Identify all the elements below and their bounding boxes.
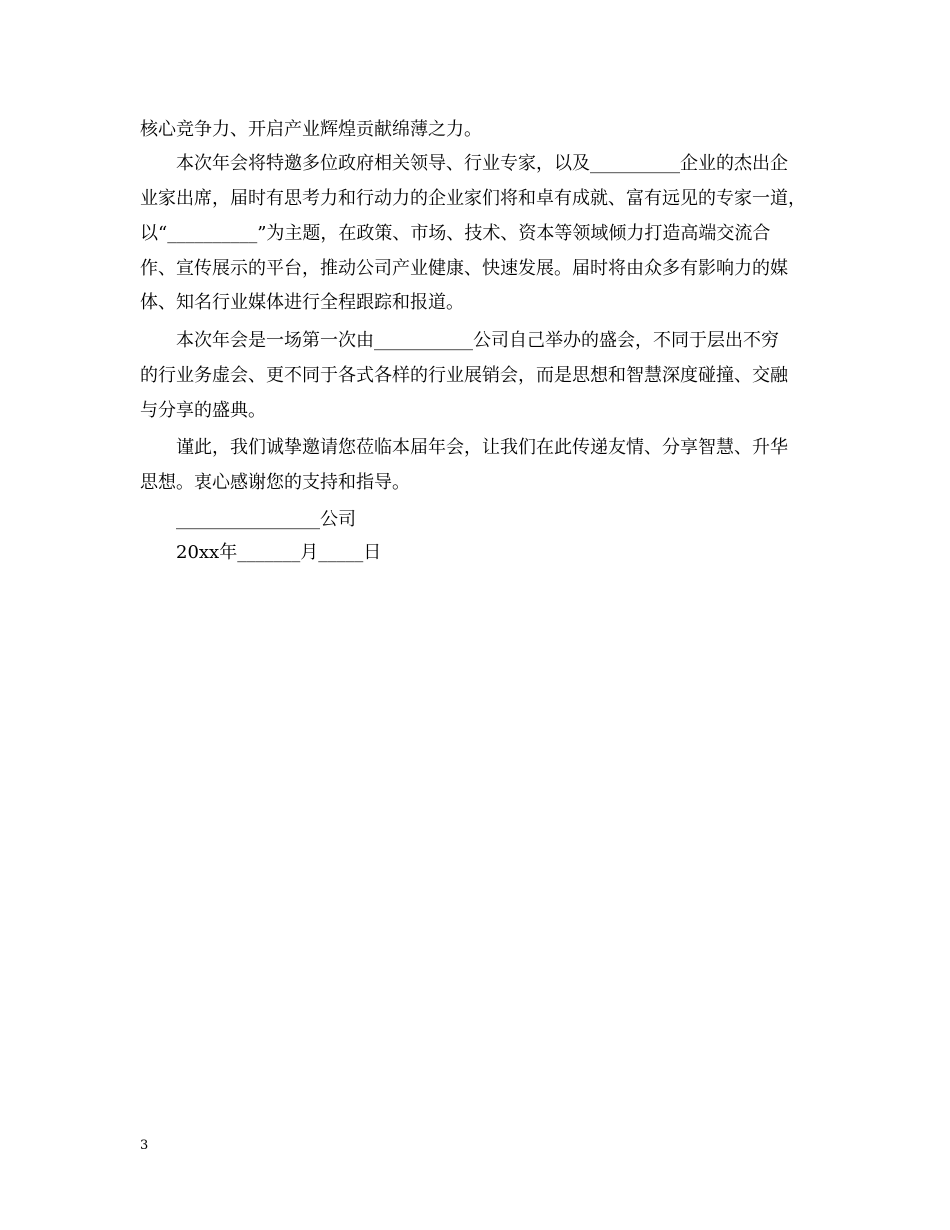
text-line-1: 核心竞争力、开启产业辉煌贡献绵薄之力。 <box>140 119 482 140</box>
signature-company-line: ________________公司 <box>176 509 356 530</box>
signature-date-line: 20xx年_______月_____日 <box>176 542 382 563</box>
text-line-11: 思想。衷心感谢您的支持和指导。 <box>140 472 410 493</box>
text-line-5: 作、宣传展示的平台，推动公司产业健康、快速发展。届时将由众多有影响力的媒 <box>140 258 788 279</box>
text-line-9: 与分享的盛典。 <box>140 400 266 421</box>
text-line-10: 谨此，我们诚挚邀请您莅临本届年会，让我们在此传递友情、分享智慧、升华 <box>176 437 788 458</box>
text-line-2: 本次年会将特邀多位政府相关领导、行业专家，以及__________企业的杰出企 <box>176 153 788 174</box>
text-line-8: 的行业务虚会、更不同于各式各样的行业展销会，而是思想和智慧深度碰撞、交融 <box>140 365 788 386</box>
text-line-3: 业家出席，届时有思考力和行动力的企业家们将和卓有成就、富有远见的专家一道， <box>140 188 806 209</box>
text-line-7: 本次年会是一场第一次由___________公司自己举办的盛会，不同于层出不穷 <box>176 330 779 351</box>
text-line-6: 体、知名行业媒体进行全程跟踪和报道。 <box>140 292 464 313</box>
page-number: 3 <box>140 1138 149 1153</box>
text-line-4: 以“__________”为主题，在政策、市场、技术、资本等领域倾力打造高端交流合 <box>140 223 771 244</box>
